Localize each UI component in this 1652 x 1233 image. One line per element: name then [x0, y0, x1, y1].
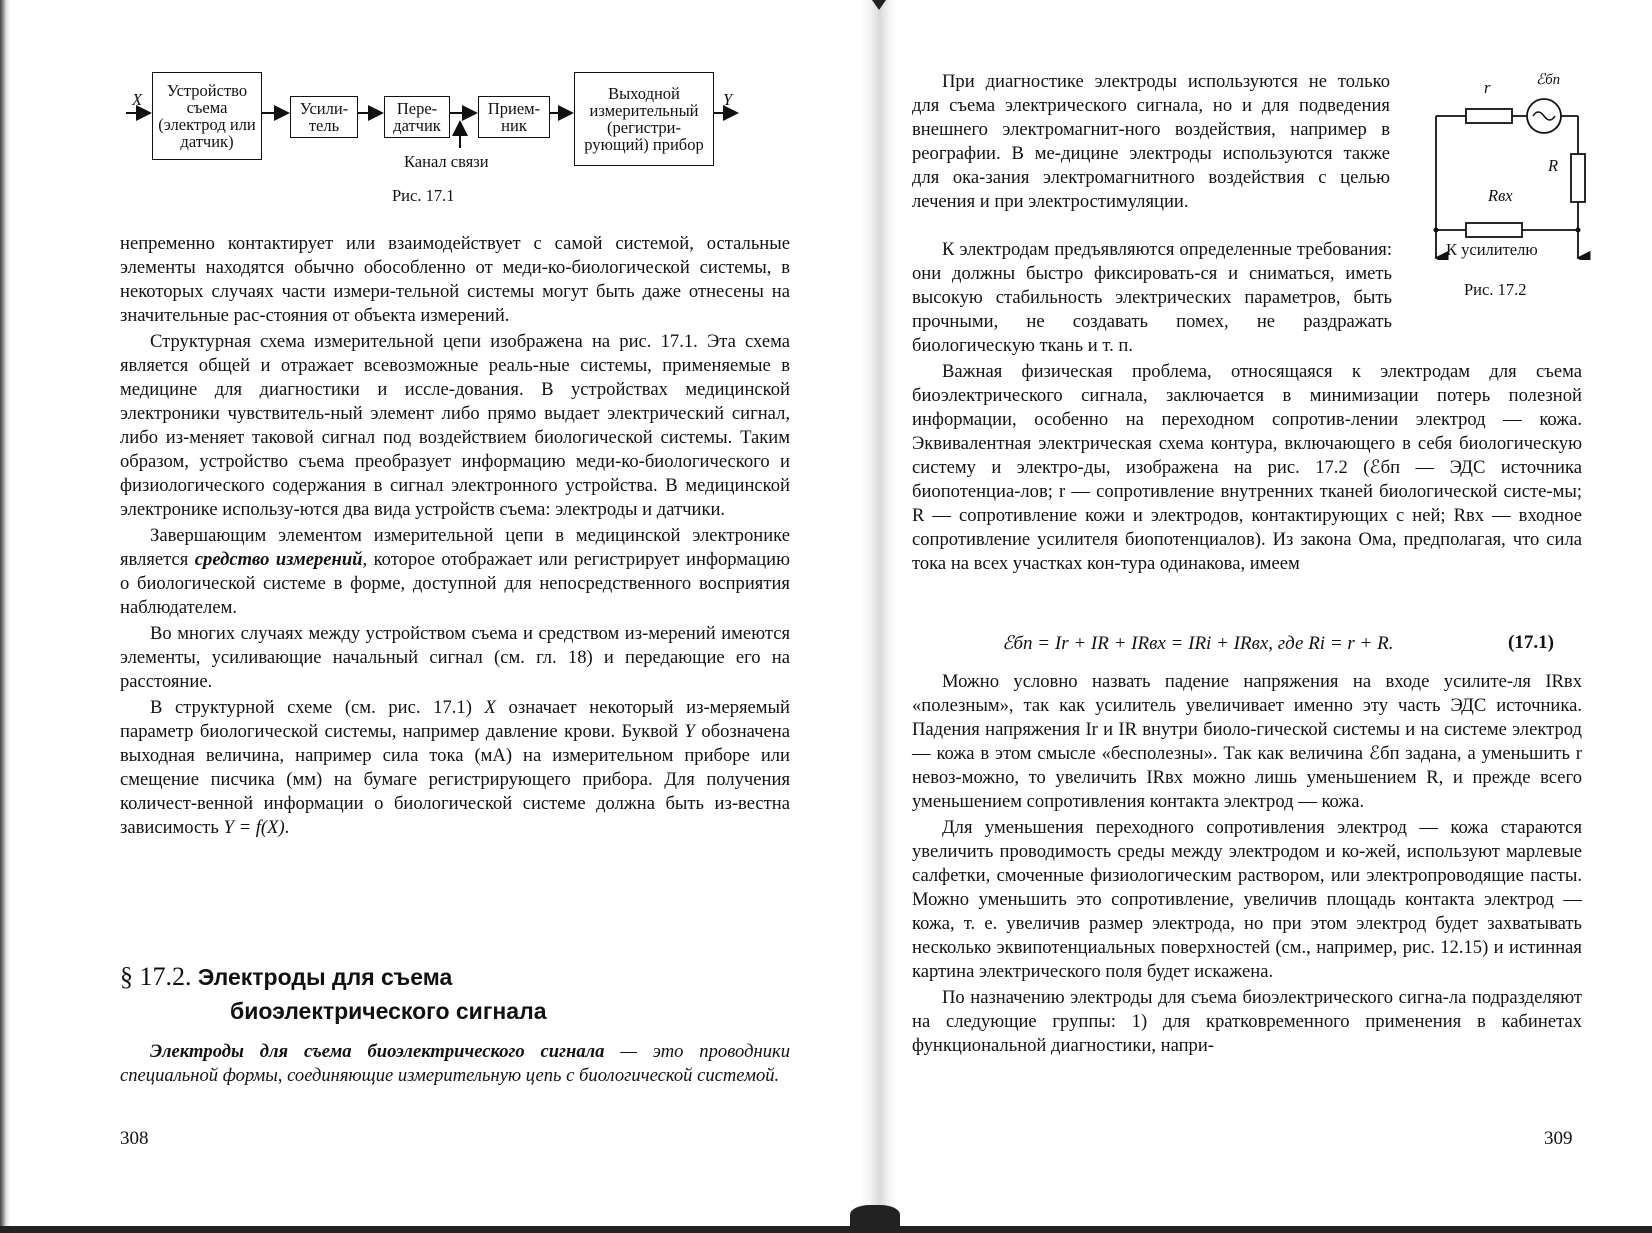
paragraph-5-part-2: означает некоторый из-меряемый параметр биологической системы, например давление крови. Буквой [120, 697, 791, 742]
definition-block [120, 1040, 790, 1088]
paragraph-5 [120, 696, 790, 840]
to-amplifier-label: К усилителю [1446, 240, 1538, 259]
definition-term: Электроды для съема биоэлектрического сигнала [150, 1041, 605, 1062]
right-paragraph-3: Важная физическая проблема, относящаяся к электродам для съема биоэлектрического сигнала, заключается в минимизации потерь полезной информации, особенно на переходном сопротив-лении электрод — кожа. Эквивалентная электрическая схема контура, включающего в себя биологическую систему и электро-ды, изображена на рис. 17.2 (ℰбп — ЭДС источника биопотенциа-лов; r — сопротивление внутренних тканей биологической систе-мы; R — сопротивление кожи и электродов, контактирующих с ней; Rвх — входное сопротивление усилителя биопотенциалов). Из закона Ома, предполагая, что сила тока на всех участках кон-тура одинакова, имеем [912, 361, 1582, 574]
variable-y: Y [684, 721, 695, 742]
left-text-top [120, 232, 790, 840]
figure-17-1 [120, 60, 790, 220]
section-heading [120, 960, 547, 1028]
book-spine [860, 0, 896, 1233]
page-edge-left [0, 0, 10, 1233]
paragraph-1: непременно контактирует или взаимодействует с самой системой, остальные элементы находятся обычно обособленно от меди-ко-биологической системы, в некоторых случаях части измери-тельной системы могут быть даже отнесены на значительные рас-стояния от объекта измерений. [120, 233, 790, 326]
output-y-label: Y [723, 90, 733, 109]
paragraph-4: Во многих случаях между устройством съема и средством из-мерений имеются элементы, усиливающие начальный сигнал (см. гл. 18) и передающие его на расстояние. [120, 623, 790, 692]
emf-label: ℰбп [1536, 72, 1561, 88]
channel-label: Канал связи [404, 152, 489, 171]
paragraph-3 [120, 524, 790, 620]
paragraph-3-start: Завершающим элементом измерительной цепи в медицинской электронике является [120, 525, 790, 570]
right-page [912, 0, 1582, 1233]
variable-x: X [484, 697, 496, 718]
right-wrapped-text [912, 70, 1390, 214]
term-measuring-means: средство измерений [194, 549, 363, 570]
block-output-device: Выходной измерительный (регистри-рующий) прибор [574, 72, 714, 166]
spine-top-mark [872, 0, 886, 10]
resistor-R-label: R [1548, 156, 1559, 175]
paragraph-2: Структурная схема измерительной цепи изображена на рис. 17.1. Эта схема является общей и отражает всевозможные реаль-ные системы, применяемые в медицине для диагностики и иссле-дования. В устройствах медицинской электроники чувствитель-ный элемент либо прямо выдает электрический сигнал, либо из-меняет таковой сигнал под воздействием биологической системы. Таким образом, устройство съема преобразует информацию меди-ко-биологического и физиологического содержания в сигнал электронного устройства. В медицинской электронике использу-ются два вида устройств съема: электроды и датчики. [120, 331, 790, 520]
block-sensor: Устройство съема (электрод или датчик) [152, 72, 262, 160]
page-number-right: 309 [1544, 1128, 1573, 1149]
right-paragraph-1: При диагностике электроды используются не только для съема электрического сигнала, но и для подведения внешнего электромагнит-ного воздействия, например в реографии. В ме-дицине электроды используются также для ока-зания электромагнитного воздействия с целью лечения и при электростимуляции. [912, 71, 1390, 212]
input-x-label: X [132, 90, 143, 109]
right-text-main [912, 238, 1582, 576]
input-resistance-label: Rвх [1488, 186, 1513, 205]
figure-17-1-caption: Рис. 17.1 [392, 186, 455, 205]
right-text-bottom [912, 670, 1582, 1058]
right-paragraph-6: По назначению электроды для съема биоэлектрического сигна-ла подразделяют на следующие группы: 1) для кратковременного применения в кабинетах функциональной диагностики, напри- [912, 987, 1582, 1056]
right-paragraph-4: Можно условно назвать падение напряжения на входе усилите-ля IRвх «полезным», так как усилитель увеличивает именно эту часть ЭДС источника. Падения напряжения Ir и IR внутри биоло-гической системы и на системе электрод — кожа в этом смысле «бесполезны». Так как величина ℰбп задана, а уменьшить r невоз-можно, то увеличить IRвх можно лишь уменьшением R, и прежде всего уменьшением сопротивления контакта электрод — кожа. [912, 671, 1582, 812]
figure-17-2-caption: Рис. 17.2 [1464, 280, 1527, 299]
paragraph-5-part-4: . [284, 817, 290, 838]
resistor-r-label: r [1484, 78, 1491, 97]
definition-rest: — это проводники специальной формы, соединяющие измерительную цепь с биологической системой. [120, 1041, 790, 1086]
section-title-line-2: биоэлектрического сигнала [230, 998, 547, 1024]
formula-y-fx: Y = f(X) [223, 817, 285, 838]
formula-number: (17.1) [1508, 632, 1554, 653]
left-page [120, 0, 790, 1233]
block-receiver: Прием-ник [478, 96, 550, 138]
paragraph-5-part-1: В структурной схеме (см. рис. 17.1) [150, 697, 485, 718]
section-title-line-1: Электроды для съема [197, 964, 453, 990]
formula-17-1: ℰбп = Ir + IR + IRвх = IRi + IRвх, где Ri = r + R. [1002, 633, 1394, 654]
block-transmitter: Пере-датчик [384, 96, 450, 138]
paragraph-5-part-3: обозначена выходная величина, например сила тока (мА) на измерительном приборе или смещение писчика (мм) на бумаге регистрирующего прибора. Для получения количест-венной информации о биологической системе должна быть из-вестна зависимость [120, 721, 790, 838]
section-number: § 17.2. [120, 962, 192, 991]
block-amplifier: Усили-тель [290, 96, 358, 138]
right-paragraph-2: К электродам предъявляются определенные требования: они должны быстро фиксировать-ся и сниматься, иметь высокую стабильность электрических параметров, быть прочными, не создавать помех, не раздражать биологическую ткань и т. п. [912, 239, 1392, 356]
paragraph-3-end: , которое отображает или регистрирует информацию о биологической системе в форме, доступной для непосредственного восприятия наблюдателем. [120, 549, 790, 618]
page-number-left: 308 [120, 1128, 149, 1149]
right-paragraph-5: Для уменьшения переходного сопротивления электрод — кожа стараются увеличить проводимость среды между электродом и ко-жей, используют марлевые салфетки, смоченные физиологическим раствором, или электропроводящие пасты. Можно уменьшить это сопротивление, увеличив площадь контакта электрод — кожа, т. е. увеличив размер электрода, но при этом электрод будет захватывать несколько эквипотенциальных поверхностей (см., например, рис. 12.15) и истинная картина электрического поля будет искажена. [912, 817, 1582, 982]
figure-17-2-circuit [1412, 60, 1592, 260]
definition-paragraph [120, 1040, 790, 1088]
